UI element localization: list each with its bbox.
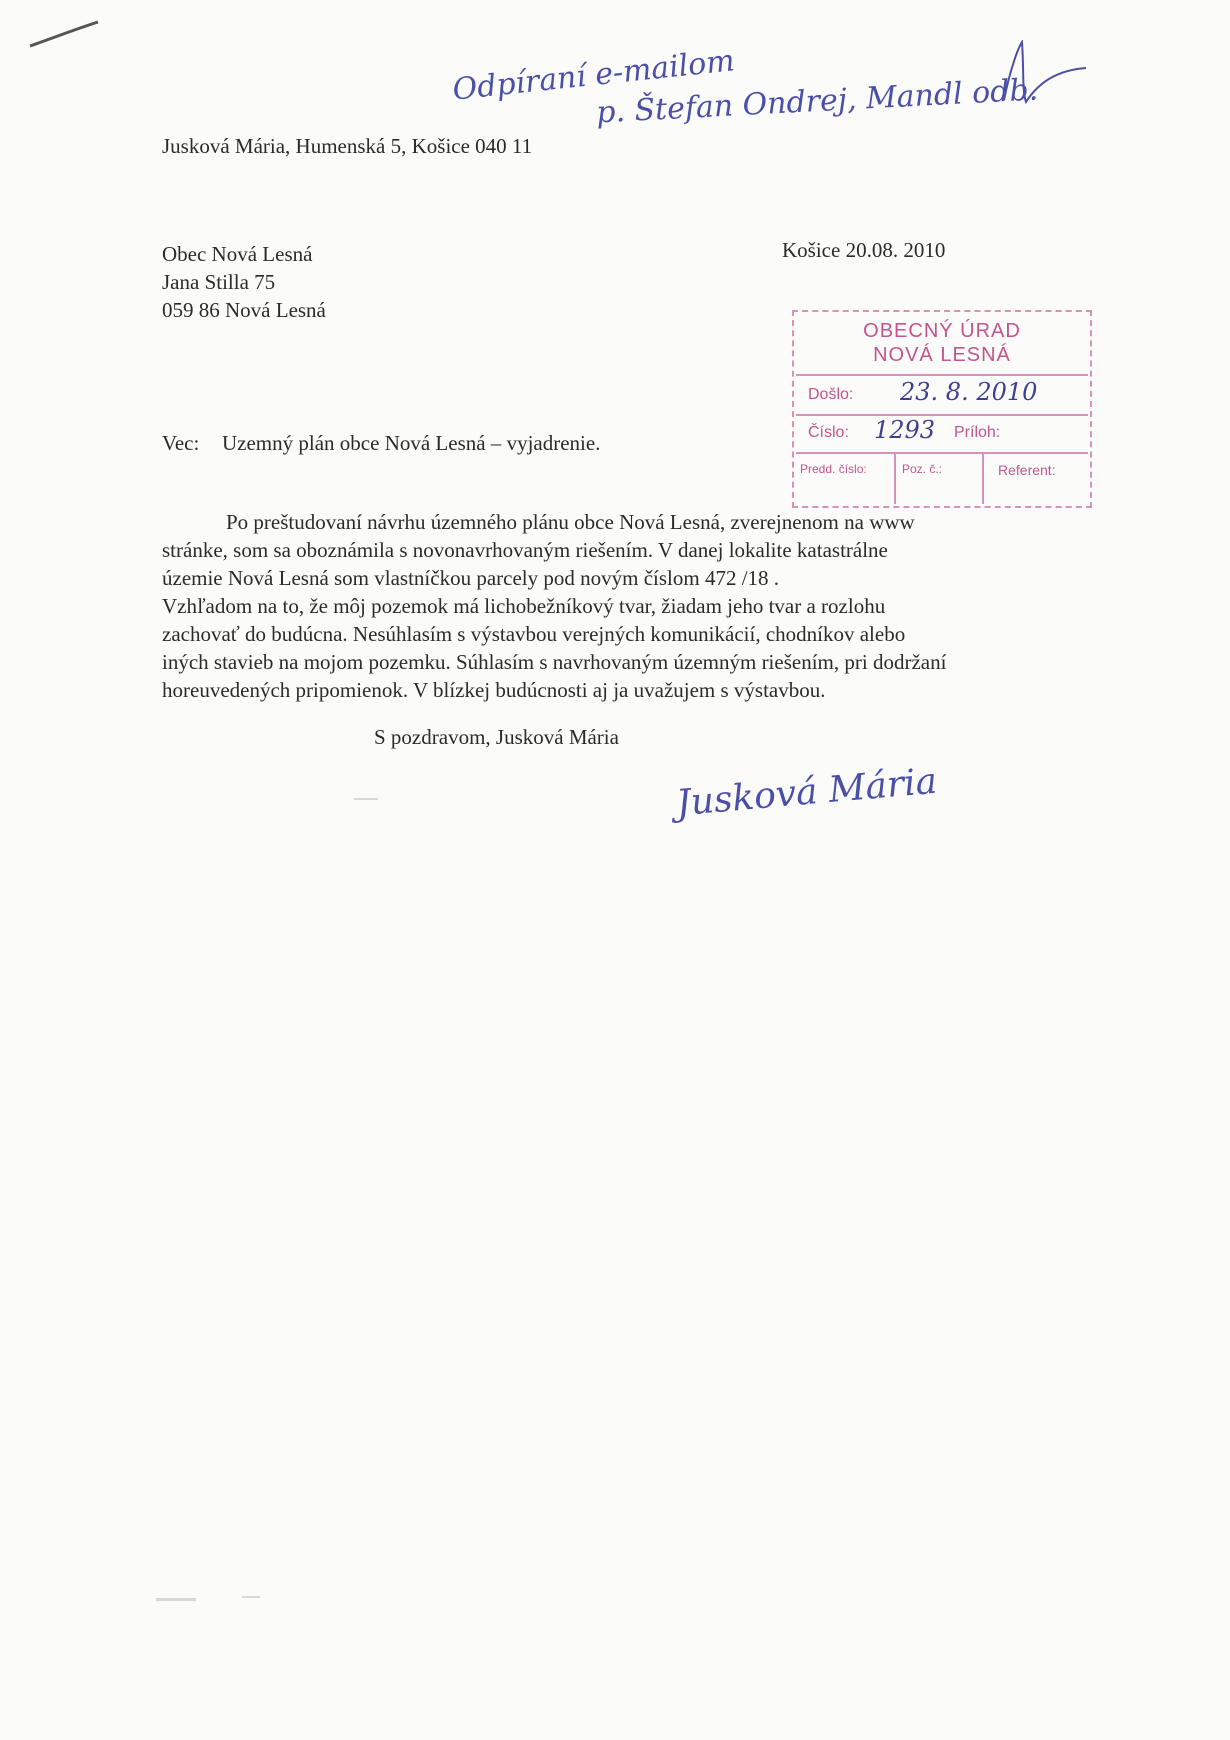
sender-line: Jusková Mária, Humenská 5, Košice 040 11 [162, 134, 533, 158]
subject-label: Vec: [162, 431, 200, 455]
body-line: Po preštudovaní návrhu územného plánu obce Nová Lesná, zverejnenom na www [226, 510, 915, 534]
recipient-line1: Obec Nová Lesná [162, 242, 313, 266]
handwritten-note-line2: p. Štefan Ondrej, Mandl odb. [595, 72, 1039, 131]
handwritten-note-line1: Odpíraní e-mailom [450, 43, 737, 108]
scan-artifact [242, 1596, 260, 1598]
body-line: územie Nová Lesná som vlastníčkou parcely pod novým číslom 472 /18 . [162, 566, 780, 590]
body-line: iných stavieb na mojom pozemku. Súhlasím s navrhovaným územným riešením, pri dodržaní [162, 650, 947, 674]
stamp-number-label: Číslo: [808, 424, 849, 441]
stamp-reg-label: Predd. číslo: [800, 462, 867, 476]
body-line: Vzhľadom na to, že môj pozemok má lichobežníkový tvar, žiadam jeho tvar a rozlohu [162, 594, 886, 618]
registry-stamp [792, 310, 1092, 508]
pen-stroke-mark [28, 18, 100, 48]
stamp-divider [796, 414, 1088, 416]
scan-artifact [354, 798, 378, 800]
signature: Jusková Mária [674, 760, 939, 825]
stamp-divider [796, 452, 1088, 454]
stamp-divider [796, 374, 1088, 376]
subject-text: Uzemný plán obce Nová Lesná – vyjadrenie. [222, 431, 601, 455]
stamp-attachments-label: Príloh: [954, 424, 1001, 441]
recipient-line3: 059 86 Nová Lesná [162, 298, 326, 322]
stamp-pos-label: Poz. č.: [902, 462, 943, 476]
recipient-line2: Jana Stilla 75 [162, 270, 276, 294]
stamp-title2: NOVÁ LESNÁ [873, 344, 1011, 366]
scan-artifact [156, 1598, 196, 1601]
stamp-column-divider [894, 452, 896, 504]
body-line: stránke, som sa oboznámila s novonavrhovaným riešením. V danej lokalite katastrálne [162, 538, 888, 562]
body-line: zachovať do budúcna. Nesúhlasím s výstavbou verejných komunikácií, chodníkov alebo [162, 622, 906, 646]
handwritten-scribble-mark [1000, 40, 1090, 110]
stamp-number-value: 1293 [874, 416, 936, 444]
stamp-received-date: 23. 8. 2010 [900, 378, 1038, 406]
body-line: horeuvedených pripomienok. V blízkej budúcnosti aj ja uvažujem s výstavbou. [162, 678, 826, 702]
stamp-referent-label: Referent: [998, 462, 1056, 478]
stamp-title1: OBECNÝ ÚRAD [863, 320, 1021, 342]
stamp-received-label: Došlo: [808, 386, 854, 403]
closing: S pozdravom, Jusková Mária [374, 725, 619, 749]
place-date: Košice 20.08. 2010 [782, 238, 946, 262]
stamp-column-divider [982, 452, 984, 504]
